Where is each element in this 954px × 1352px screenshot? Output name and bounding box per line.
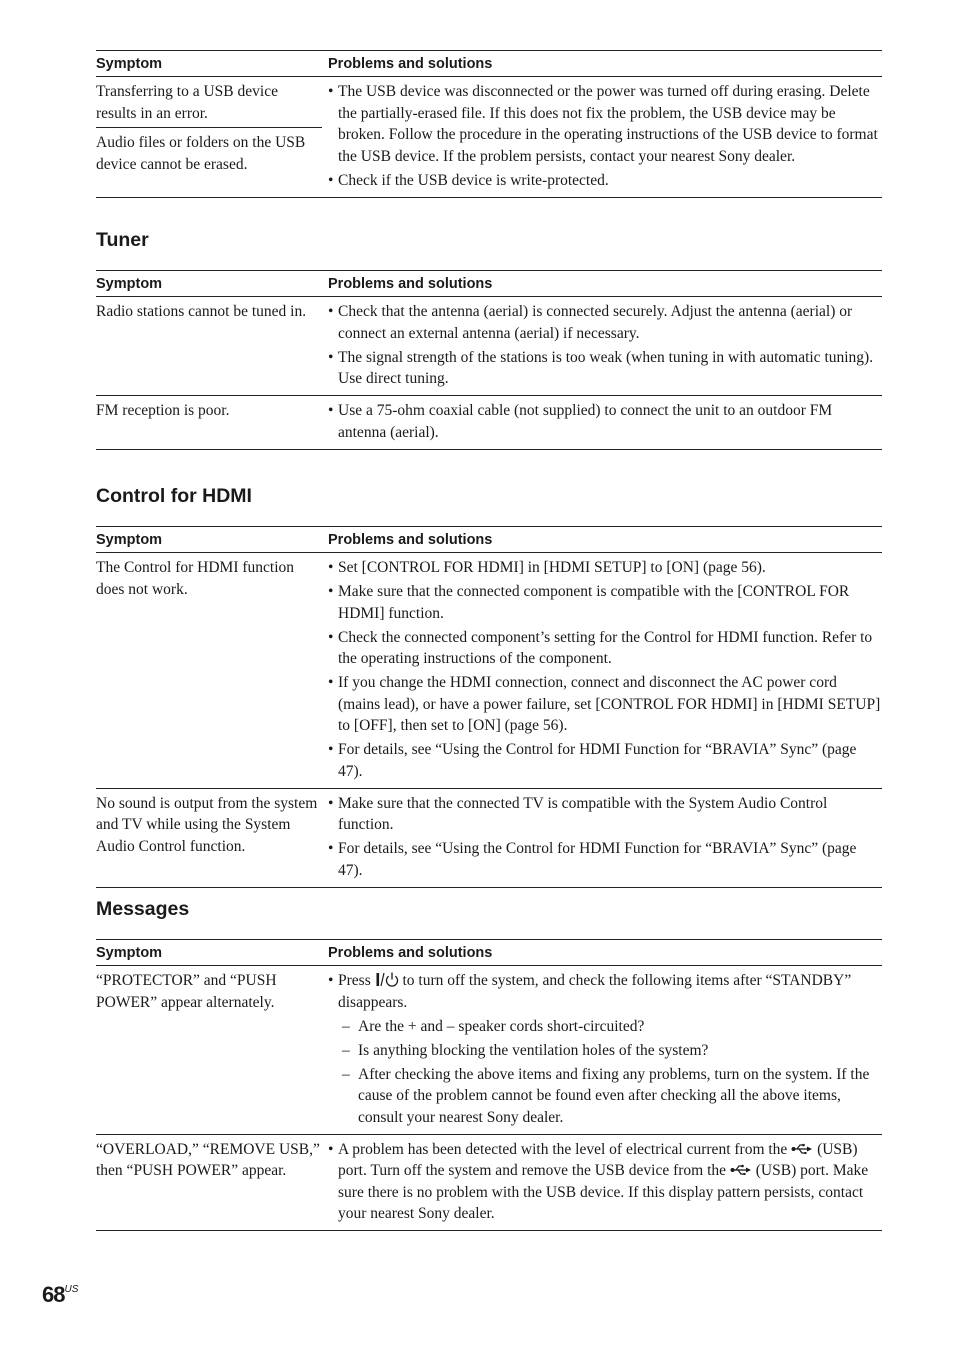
solution-bullet: • Use a 75-ohm coaxial cable (not supplied) to connect the unit to an outdoor FM antenna (aerial). — [328, 400, 882, 443]
bullet-text: (USB) port. Turn off the system and remove the USB device from the — [338, 1140, 858, 1179]
solution-cell — [328, 400, 882, 446]
solution-cell — [328, 81, 882, 194]
table-row — [96, 789, 882, 888]
solution-cell — [328, 793, 882, 884]
table-row — [96, 553, 882, 789]
usb-troubleshooting-table — [96, 50, 882, 198]
symptom-text: “PROTECTOR” and “PUSH POWER” appear alternately. — [96, 972, 277, 1011]
solution-bullet: • If you change the HDMI connection, connect and disconnect the AC power cord (mains lead), or have a power failure, set [CONTROL FOR HDMI] in [HDMI SETUP] to [OFF], then set to [ON] (page 56). — [328, 672, 882, 737]
messages-table — [96, 939, 882, 1231]
symptom-header: Symptom — [96, 275, 163, 292]
solution-cell — [328, 1139, 882, 1228]
bullet-text: (USB) port. Make sure there is no problem with the USB device. If this display pattern persists, contact your nearest Sony dealer. — [338, 1162, 869, 1222]
solution-bullet: • Set [CONTROL FOR HDMI] in [HDMI SETUP] to [ON] (page 56). — [328, 557, 882, 579]
problems-header: Problems and solutions — [328, 944, 493, 961]
solution-bullet: • Check if the USB device is write-protected. — [328, 170, 882, 192]
symptom-header: Symptom — [96, 944, 163, 961]
bullet-text: A problem has been detected with the level of electrical current from the — [338, 1140, 788, 1158]
table-row — [96, 297, 882, 396]
solution-bullet: • Make sure that the connected TV is compatible with the System Audio Control function. — [328, 793, 882, 836]
bullet-text: Press — [338, 972, 371, 989]
table-row — [96, 396, 882, 450]
solution-bullet: • Check the connected component’s setting for the Control for HDMI function. Refer to the operating instructions of the component. — [328, 627, 882, 670]
table-row — [96, 1135, 882, 1232]
solution-bullet — [328, 1139, 882, 1225]
page-region-suffix: US — [64, 1284, 79, 1295]
solution-bullet: • Check that the antenna (aerial) is connected securely. Adjust the antenna (aerial) or connect an external antenna (aerial) if necessary. — [328, 301, 882, 344]
solution-bullet: • Make sure that the connected component is compatible with the [CONTROL FOR HDMI] function. — [328, 581, 882, 624]
symptom-header: Symptom — [96, 55, 163, 72]
symptom-text: Radio stations cannot be tuned in. — [96, 303, 307, 320]
table-header — [96, 270, 882, 297]
solution-cell — [328, 557, 882, 785]
table-row — [96, 966, 882, 1135]
section-title-messages: Messages — [96, 898, 190, 920]
check-item: – Are the + and – speaker cords short-circuited? — [328, 1016, 882, 1038]
symptom-text: “OVERLOAD,” “REMOVE USB,” then “PUSH POWER” appear. — [96, 1140, 320, 1179]
table-header — [96, 50, 882, 77]
symptom-text: The Control for HDMI function does not work. — [96, 559, 295, 598]
power-standby-icon — [375, 971, 399, 988]
table-header — [96, 526, 882, 553]
hdmi-table — [96, 526, 882, 888]
page-number — [42, 1282, 78, 1308]
section-title-tuner: Tuner — [96, 229, 149, 251]
tuner-table — [96, 270, 882, 450]
solution-bullet: • The USB device was disconnected or the power was turned off during erasing. Delete the partially-erased file. If this does not fix the problem, the USB device may be broken. Follow the procedure in the operating instructions of the USB device to format the USB device. If the problem persists, contact your nearest Sony dealer. — [328, 81, 882, 167]
symptom-text: Transferring to a USB device results in an error. — [96, 81, 322, 128]
table-header — [96, 939, 882, 966]
symptom-cell — [96, 81, 328, 194]
usb-icon — [791, 1143, 813, 1155]
bullet-text: to turn off the system, and check the following items after “STANDBY” disappears. — [338, 972, 852, 1011]
check-item: – After checking the above items and fixing any problems, turn on the system. If the cause of the problem cannot be found even after checking all the above items, consult your nearest Sony dealer. — [328, 1064, 882, 1129]
problems-header: Problems and solutions — [328, 531, 493, 548]
symptom-text: FM reception is poor. — [96, 402, 230, 419]
table-row — [96, 77, 882, 198]
symptom-header: Symptom — [96, 531, 163, 548]
solution-bullet: • The signal strength of the stations is too weak (when tuning in with automatic tuning). Use direct tuning. — [328, 347, 882, 390]
problems-header: Problems and solutions — [328, 55, 493, 72]
symptom-text: Audio files or folders on the USB device cannot be erased. — [96, 134, 306, 173]
symptom-text: No sound is output from the system and TV while using the System Audio Control function. — [96, 794, 318, 855]
solution-bullet: • For details, see “Using the Control for HDMI Function for “BRAVIA” Sync” (page 47). — [328, 838, 882, 881]
problems-header: Problems and solutions — [328, 275, 493, 292]
solution-cell — [328, 301, 882, 392]
section-title-hdmi: Control for HDMI — [96, 485, 252, 507]
usb-icon — [730, 1164, 752, 1176]
check-item: – Is anything blocking the ventilation holes of the system? — [328, 1040, 882, 1062]
solution-bullet: • For details, see “Using the Control for HDMI Function for “BRAVIA” Sync” (page 47). — [328, 739, 882, 782]
solution-cell — [328, 970, 882, 1131]
solution-bullet — [328, 970, 882, 1013]
page-number-value: 68 — [42, 1282, 65, 1307]
